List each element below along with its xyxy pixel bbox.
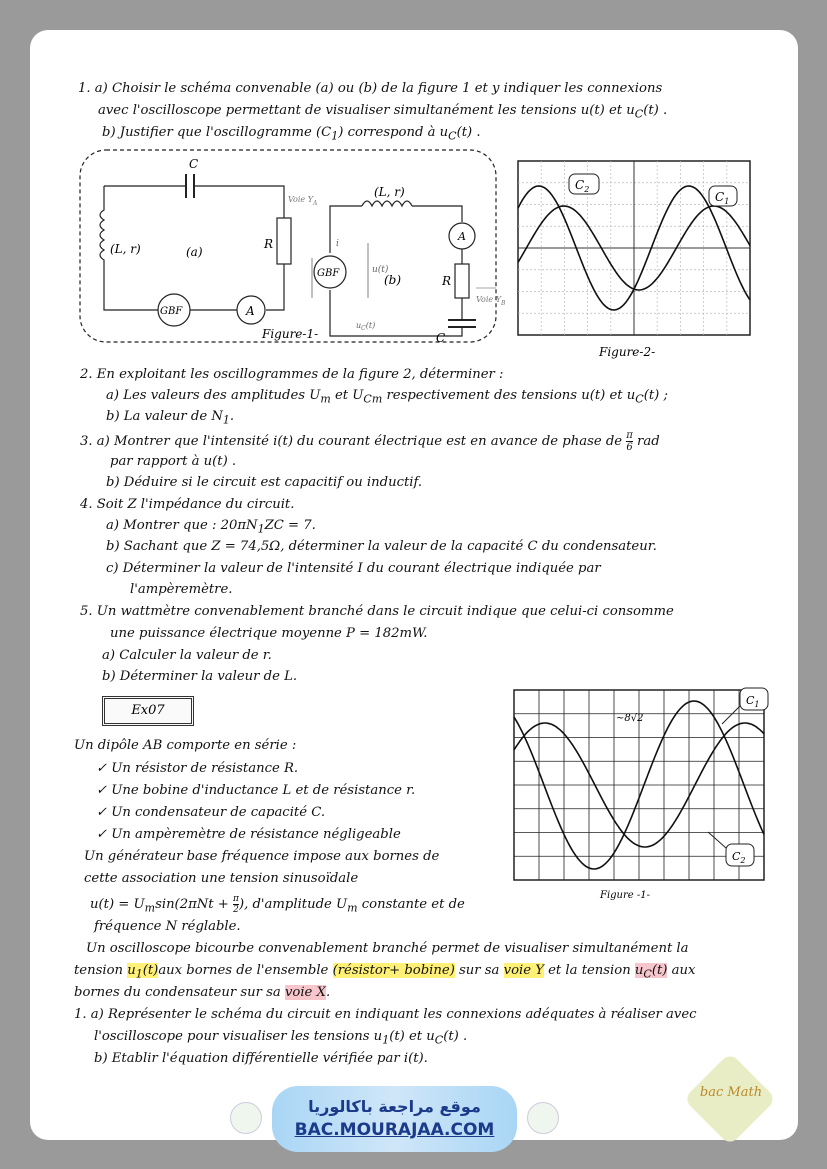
fig1b-voie-b: Voie $Y_B$	[476, 295, 506, 307]
fex-value-label: ~8√2	[616, 713, 644, 724]
q4-title: 4. Soit Z l'impédance du circuit.	[80, 497, 295, 512]
site-banner[interactable]	[272, 1086, 517, 1152]
ex07-gen1: Un générateur base fréquence impose aux bornes de	[84, 849, 440, 864]
ex07-gen2: cette association une tension sinusoïdale	[84, 871, 359, 886]
left-logo-icon	[230, 1102, 262, 1134]
fig1b-i-label: i	[336, 239, 339, 249]
q2-a: a) Les valeurs des amplitudes $U_m$ et $U_{Cm}$ respectivement des tensions u(t) et $u_C(t)$ ;	[106, 388, 668, 406]
banner-arabic-text: موقع مراجعة باكالوريا	[308, 1097, 481, 1116]
q4-b: b) Sachant que Z = 74,5Ω, déterminer la valeur de la capacité C du condensateur.	[106, 539, 657, 554]
q5-b: b) Déterminer la valeur de L.	[102, 669, 298, 684]
ex07-q1a2: l'oscilloscope pour visualiser les tensions $u_1(t)$ et $u_C(t)$ .	[94, 1029, 468, 1047]
ex07-osc3: bornes du condensateur sur sa voie X.	[74, 985, 331, 1000]
figure-ex07-oscillogram	[512, 688, 774, 904]
ex07-q1b: b) Etablir l'équation différentielle vérifiée par i(t).	[94, 1051, 428, 1066]
figure1-caption: Figure-1-	[262, 327, 319, 341]
ex07-equation: $u(t) = U_m\sin(2\pi Nt$ + $\frac{\pi}{2}$ ), d'amplitude $U_m$ constante et de	[90, 894, 465, 915]
q2-b: b) La valeur de $N_1$.	[106, 409, 235, 427]
fig1a-coil-label: (L, r)	[110, 242, 141, 256]
fig1a-label: (a)	[186, 245, 203, 259]
banner-site-link[interactable]: BAC.MOURAJAA.COM	[294, 1120, 495, 1140]
ex07-intro: Un dipôle AB comporte en série :	[74, 738, 297, 753]
q3-b: b) Déduire si le circuit est capacitif ou inductif.	[106, 475, 423, 490]
fig1b-c-label: C	[436, 331, 446, 345]
q2-title: 2. En exploitant les oscillogrammes de la figure 2, déterminer :	[80, 367, 504, 382]
ex07-osc1: Un oscilloscope bicourbe convenablement branché permet de visualiser simultanément la	[86, 941, 689, 956]
bacmath-logo-text: bac Math	[699, 1085, 763, 1100]
fig1b-uct-label: $u_C(t)$	[356, 321, 376, 332]
fig1b-voie-a: Voie $Y_A$	[288, 195, 318, 207]
fex-c1-label: $C_1$	[746, 694, 760, 709]
fig2-c2-label: $C_2$	[575, 178, 590, 194]
q1-a-line1: 1. a) Choisir le schéma convenable (a) ou (b) de la figure 1 et y indiquer les connexions	[78, 81, 663, 96]
fig1b-r-label: R	[442, 274, 452, 288]
ex07-osc2: tension $u_1(t)aux$ bornes de l'ensemble (résistor+ bobine) sur sa voie Y et la tension $u_C(t)$ aux	[74, 963, 696, 981]
q5-title2: une puissance électrique moyenne P = 182mW.	[110, 626, 428, 641]
fig1b-ut-label: u(t)	[372, 265, 389, 275]
fig1b-gbf-label: GBF	[317, 268, 340, 279]
ex07-q1a1: 1. a) Représenter le schéma du circuit en indiquant les connexions adéquates à réaliser avec	[74, 1007, 697, 1022]
figure1-circuits	[78, 148, 506, 348]
figure-ex07-caption: Figure -1-	[600, 890, 650, 901]
fig1a-gbf-label: GBF	[160, 306, 183, 317]
ex07-freq: fréquence N réglable.	[94, 919, 241, 934]
q1-a-line2: avec l'oscilloscope permettant de visualiser simultanément les tensions u(t) et $u_C(t)$ .	[98, 103, 668, 121]
exercise-label: Ex07	[102, 696, 194, 726]
q4-a: a) Montrer que : $20\pi N_1ZC = 7$.	[106, 518, 316, 536]
ex07-item-2: ✓ Une bobine d'inductance L et de résistance r.	[96, 783, 416, 798]
ex07-item-4: ✓ Un ampèremètre de résistance négligeable	[96, 827, 401, 842]
fig1a-c-label: C	[189, 157, 199, 171]
fig1a-r-label: R	[264, 237, 274, 251]
fig1a-ammeter-label: A	[246, 304, 255, 318]
q3-a2: par rapport à u(t) .	[110, 454, 237, 469]
q3-a: 3. a) Montrer que l'intensité i(t) du courant électrique est en avance de phase de $\frac{\pi}{6}$ rad	[80, 430, 660, 453]
right-logo-icon	[527, 1102, 559, 1134]
fig1b-label: (b)	[384, 273, 402, 287]
q4-c1: c) Déterminer la valeur de l'intensité I du courant électrique indiquée par	[106, 561, 601, 576]
fex-c2-label: $C_2$	[732, 850, 746, 865]
q1-b-line: b) Justifier que l'oscillogramme $(C_1)$ correspond à $u_C(t)$ .	[102, 125, 481, 143]
figure2-caption: Figure-2-	[599, 345, 656, 359]
figure2-oscillogram	[517, 160, 753, 360]
ex07-item-1: ✓ Un résistor de résistance R.	[96, 761, 299, 776]
q5-a: a) Calculer la valeur de r.	[102, 648, 272, 663]
fig2-c1-label: $C_1$	[715, 190, 730, 206]
fig1b-coil-label: (L, r)	[374, 185, 405, 199]
fig1b-ammeter-label: A	[458, 230, 466, 243]
ex07-item-3: ✓ Un condensateur de capacité C.	[96, 805, 326, 820]
q4-c2: l'ampèremètre.	[130, 582, 233, 597]
document-page	[30, 30, 798, 1140]
q5-title1: 5. Un wattmètre convenablement branché dans le circuit indique que celui-ci consomme	[80, 604, 674, 619]
